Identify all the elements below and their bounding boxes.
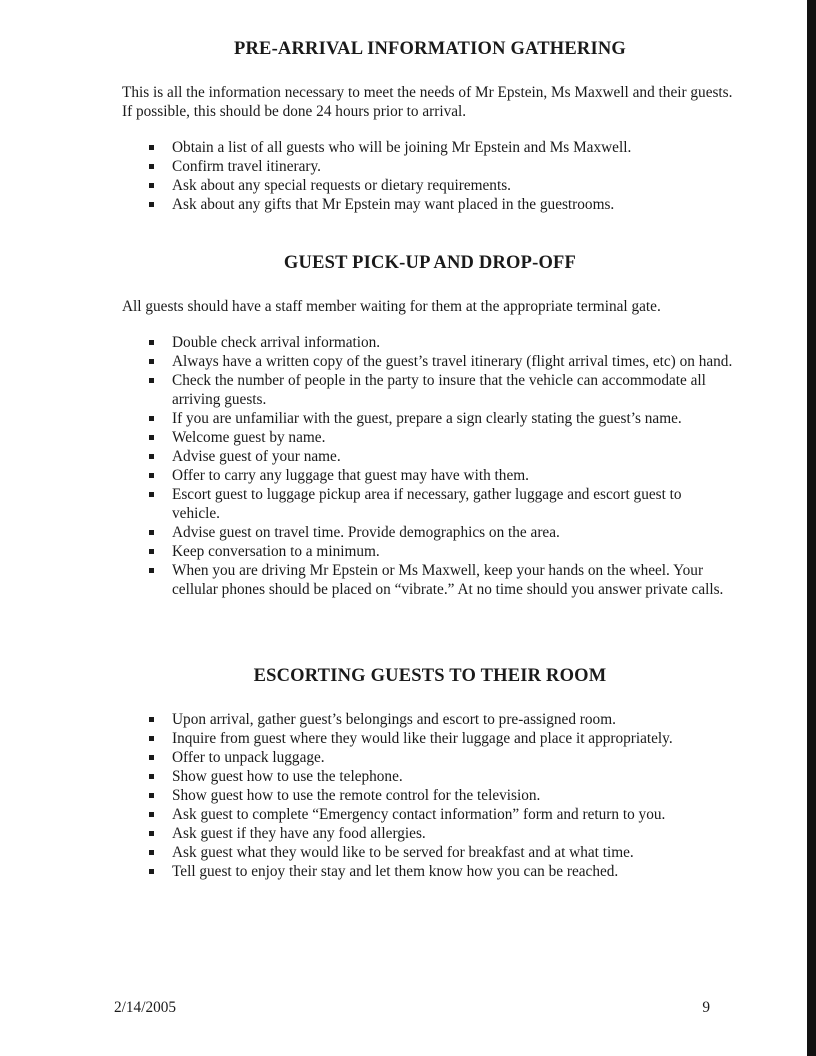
list-item: Confirm travel itinerary. — [148, 157, 728, 176]
scan-edge-bar — [807, 0, 816, 1056]
list-item: Offer to carry any luggage that guest may have with them. — [148, 466, 733, 485]
list-item: Ask guest what they would like to be served for breakfast and at what time. — [148, 843, 738, 862]
section-title-escorting: ESCORTING GUESTS TO THEIR ROOM — [253, 666, 607, 686]
list-item: Advise guest of your name. — [148, 447, 733, 466]
list-item: Obtain a list of all guests who will be joining Mr Epstein and Ms Maxwell. — [148, 138, 728, 157]
footer-date: 2/14/2005 — [114, 999, 177, 1016]
list-item: Check the number of people in the party to insure that the vehicle can accommodate all arriving guests. — [148, 371, 733, 409]
list-item: Ask about any special requests or dietary requirements. — [148, 176, 728, 195]
list-item: Advise guest on travel time. Provide demographics on the area. — [148, 523, 733, 542]
list-item: Tell guest to enjoy their stay and let them know how you can be reached. — [148, 862, 738, 881]
list-item: Ask guest to complete “Emergency contact information” form and return to you. — [148, 805, 738, 824]
bullet-list-pickup-dropoff — [148, 333, 733, 599]
list-item: Offer to unpack luggage. — [148, 748, 738, 767]
page-number: 9 — [702, 999, 710, 1016]
bullet-list-escorting — [148, 710, 738, 881]
section-intro-pickup-dropoff: All guests should have a staff member waiting for them at the appropriate terminal gate. — [122, 298, 661, 315]
list-item: Double check arrival information. — [148, 333, 733, 352]
section-intro-pre-arrival: This is all the information necessary to meet the needs of Mr Epstein, Ms Maxwell and their guests. If possible, this should be done 24 hours prior to arrival. — [122, 84, 733, 120]
bullet-list-pre-arrival — [148, 138, 728, 214]
list-item: When you are driving Mr Epstein or Ms Maxwell, keep your hands on the wheel. Your cellular phones should be placed on “vibrate.” At no time should you answer private calls. — [148, 561, 733, 599]
list-item: Ask about any gifts that Mr Epstein may want placed in the guestrooms. — [148, 195, 728, 214]
list-item: Show guest how to use the telephone. — [148, 767, 738, 786]
list-item: Keep conversation to a minimum. — [148, 542, 733, 561]
list-item: Ask guest if they have any food allergies. — [148, 824, 738, 843]
list-item: Welcome guest by name. — [148, 428, 733, 447]
list-item: Escort guest to luggage pickup area if necessary, gather luggage and escort guest to vehicle. — [148, 485, 733, 523]
list-item: If you are unfamiliar with the guest, prepare a sign clearly stating the guest’s name. — [148, 409, 733, 428]
list-item: Upon arrival, gather guest’s belongings and escort to pre-assigned room. — [148, 710, 738, 729]
list-item: Always have a written copy of the guest’s travel itinerary (flight arrival times, etc) on hand. — [148, 352, 733, 371]
section-title-pre-arrival: PRE-ARRIVAL INFORMATION GATHERING — [233, 39, 627, 59]
list-item: Show guest how to use the remote control for the television. — [148, 786, 738, 805]
section-title-pickup-dropoff: GUEST PICK-UP AND DROP-OFF — [283, 253, 577, 273]
list-item: Inquire from guest where they would like their luggage and place it appropriately. — [148, 729, 738, 748]
